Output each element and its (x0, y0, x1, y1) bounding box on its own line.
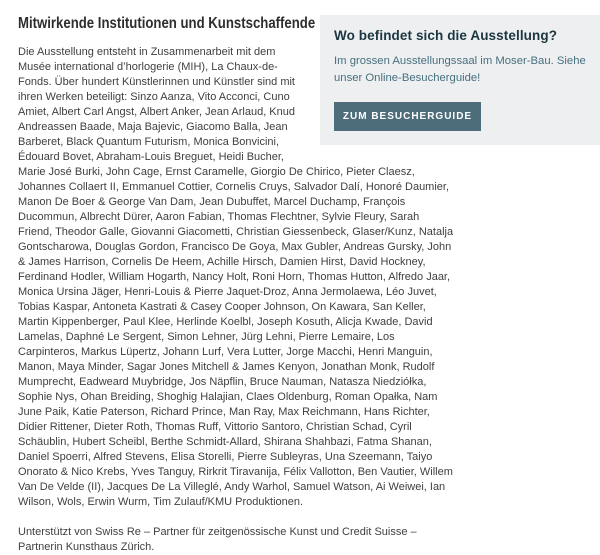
sponsors-paragraph: Unterstützt von Swiss Re – Partner für zeitgenössische Kunst und Credit Suisse – Partnerin Kunsthaus Zürich. (18, 526, 417, 553)
article-column (18, 15, 586, 555)
exhibition-location-box (320, 15, 600, 145)
contributors-paragraph: Die Ausstellung entsteht in Zusammenarbeit mit dem Musée international d’horlogerie (MIH), La Chaux-de-Fonds. Über hundert Künstlerinnen und Künstler sind mit ihren Werken beteiligt: Sinzo Aanza, Vito Acconci, Cuno Amiet, Albert Carl Angst, Albert Anker, Jean Arlaud, Knud Andreassen Baade, Maja Bajevic, Giacomo Balla, Jean Barberet, Black Quantum Futurism, Monica Bonvicini, Édouard Bovet, Abraham-Louis Breguet, Heidi Bucher, Marie José Burki, John Cage, Ernst Caramelle, Giorgio De Chirico, Pieter Claesz, Johannes Collaert II, Emmanuel Cottier, Cornelis Cruys, Salvador Dalí, Honoré Daumier, Manon De Boer & George Van Dam, Jean Dubuffet, Marcel Duchamp, François Ducommun, Albrecht Dürer, Aaron Fabian, Thomas Flechtner, Sylvie Fleury, Sarah Friend, Theodor Galle, Giovanni Giacometti, Christian Giessenbeck, Glaser/Kunz, Natalja Gontscharowa, Douglas Gordon, Francisco De Goya, Max Gubler, Andreas Gursky, John & James Harrison, Cornelis De Heem, Achille Hirsch, Damien Hirst, David Hockney, Ferdinand Hodler, William Hogarth, Nancy Holt, Roni Horn, Thomas Hutton, Alfredo Jaar, Monica Ursina Jäger, Henri-Louis & Pierre Jaquet-Droz, Anna Jermolaewa, Léo Juvet, Tobias Kaspar, Antoneta Kastrati & Casey Cooper Johnson, On Kawara, San Keller, Martin Kippenberger, Paul Klee, Herlinde Koelbl, Joseph Kosuth, Alicja Kwade, David Lamelas, Daphné Le Sergent, Simon Lehner, Jürg Lehni, Pierre Lemaire, Los Carpinteros, Markus Lüpertz, Johann Lurf, Vera Lutter, Jorge Macchi, Henri Manguin, Manon, Maya Minder, Sagar Jones Mitchell & James Kenyon, Jonathan Monk, Rudolf Mumprecht, Eadweard Muybridge, Jos Näpflin, Bruce Nauman, Natasza Niedziółka, Sophie Nys, Ohan Breiding, Shoghig Halajian, Claes Oldenburg, Roman Opałka, Nam June Paik, Katie Paterson, Richard Prince, Man Ray, Max Reichmann, Hans Richter, Didier Rittener, Dieter Roth, Thomas Ruff, Vittorio Santoro, Christian Schad, Cyril Schäublin, Hubert Scheibl, Berthe Schmidt-Allard, Shirana Shahbazi, Fatma Shanan, Daniel Spoerri, Alfred Stevens, Elisa Storelli, Pierre Subleyras, Una Szeemann, Taiyo Onorato & Nico Krebs, Yves Tanguy, Rirkrit Tiravanija, Félix Vallotton, Ben Vautier, Willem Van De Velde (II), Jacques De La Villeglé, Andy Warhol, Samuel Watson, Ai Weiwei, Ian Wilson, Wols, Erwin Wurm, Tim Zulauf/KMU Produktionen. (18, 46, 454, 508)
info-box-title: Wo befindet sich die Ausstellung? (334, 28, 558, 43)
info-box-text: Im grossen Ausstellungssaal im Moser-Bau. Siehe unser Online-Besucherguide! (334, 55, 586, 84)
besucherguide-button[interactable]: ZUM BESUCHERGUIDE (334, 102, 481, 131)
page-title: Mitwirkende Institutionen und Kunstschaffende (18, 15, 316, 32)
